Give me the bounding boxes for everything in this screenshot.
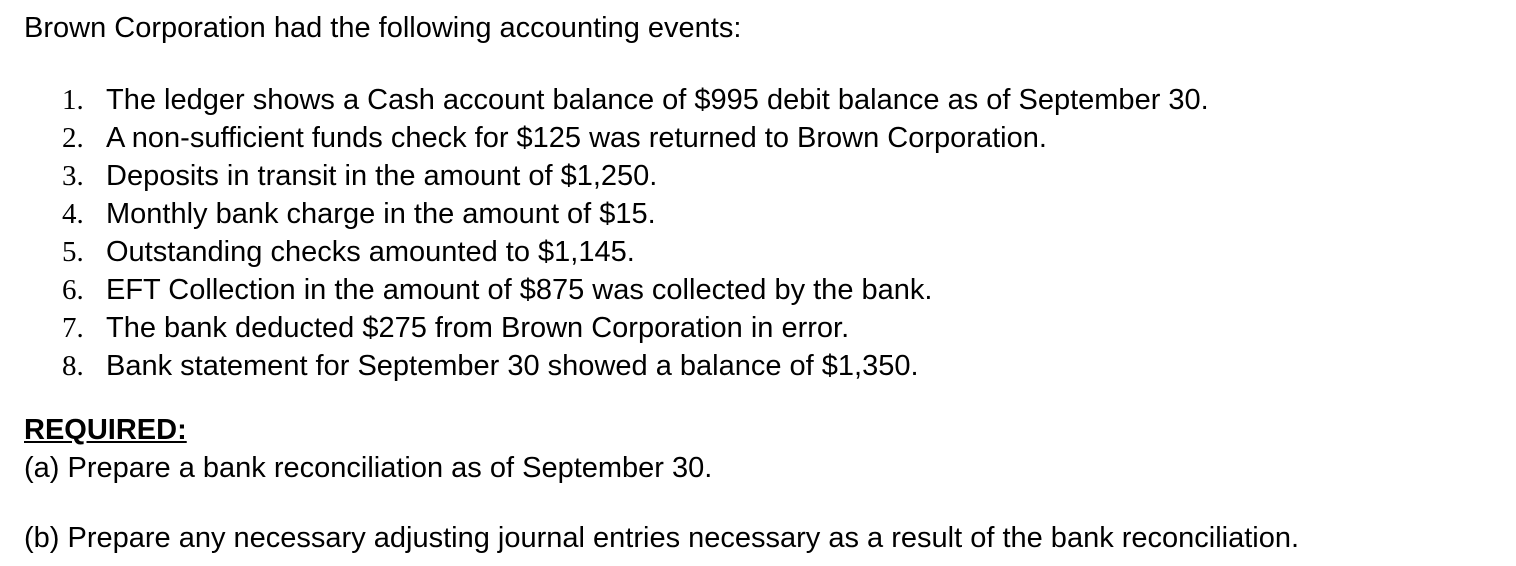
requirement-part-a: (a) Prepare a bank reconciliation as of September 30. xyxy=(24,452,713,484)
event-number: 3. xyxy=(62,160,84,192)
event-text: Monthly bank charge in the amount of $15. xyxy=(106,198,656,230)
event-text: Deposits in transit in the amount of $1,250. xyxy=(106,160,658,192)
event-text: EFT Collection in the amount of $875 was collected by the bank. xyxy=(106,274,933,306)
event-number: 5. xyxy=(62,236,84,268)
event-number: 4. xyxy=(62,198,84,230)
event-number: 6. xyxy=(62,274,84,306)
event-number: 2. xyxy=(62,122,84,154)
requirement-part-b: (b) Prepare any necessary adjusting journal entries necessary as a result of the bank reconciliation. xyxy=(24,522,1300,554)
event-text: The bank deducted $275 from Brown Corporation in error. xyxy=(106,312,850,344)
event-text: Bank statement for September 30 showed a balance of $1,350. xyxy=(106,350,919,382)
event-text: A non-sufficient funds check for $125 was returned to Brown Corporation. xyxy=(106,122,1047,154)
event-number: 1. xyxy=(62,84,84,116)
event-number: 8. xyxy=(62,350,84,382)
required-heading: REQUIRED: xyxy=(24,414,187,446)
event-text: Outstanding checks amounted to $1,145. xyxy=(106,236,635,268)
event-number: 7. xyxy=(62,312,84,344)
intro-text: Brown Corporation had the following accounting events: xyxy=(24,12,742,44)
event-text: The ledger shows a Cash account balance of $995 debit balance as of September 30. xyxy=(106,84,1209,116)
